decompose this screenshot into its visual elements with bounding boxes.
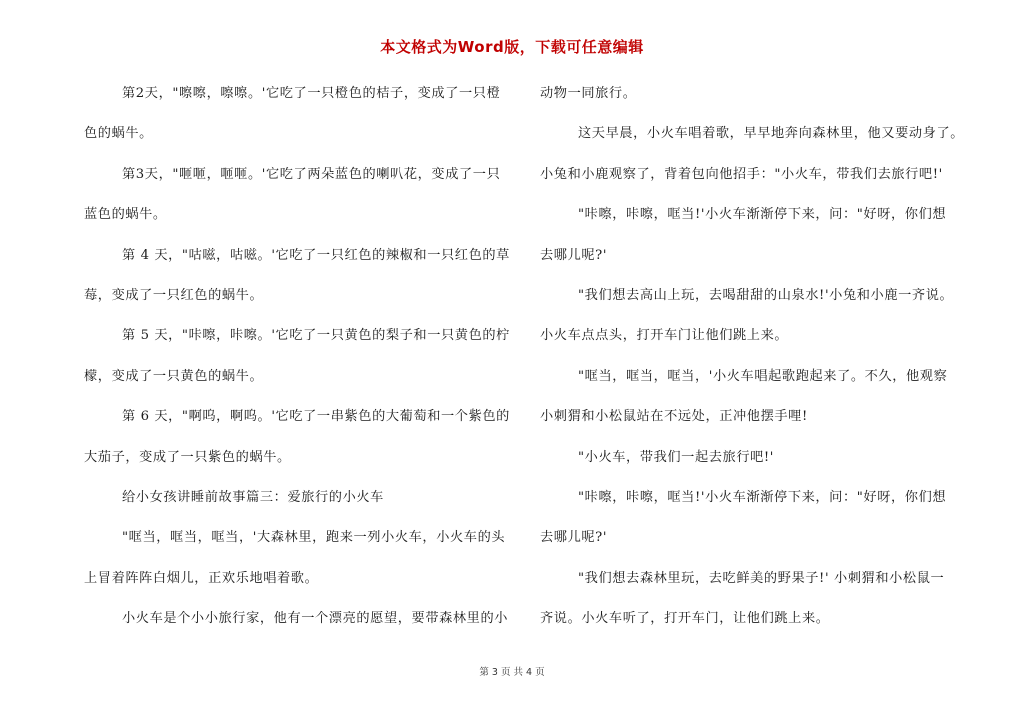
text-line: 莓，变成了一只红色的蜗牛。	[84, 287, 264, 303]
right-text-column	[540, 84, 965, 649]
text-line: 第 6 天，"啊呜，啊呜。'它吃了一串紫色的大葡萄和一个紫色的	[122, 409, 510, 425]
text-line: "我们想去高山上玩，去喝甜甜的山泉水!'小兔和小鹿一齐说。	[578, 287, 954, 303]
text-line: 给小女孩讲睡前故事篇三：爱旅行的小火车	[122, 489, 384, 505]
text-line: 色的蜗牛。	[84, 126, 153, 142]
text-line: "小火车，带我们一起去旅行吧!'	[578, 449, 775, 465]
text-line: 第3天，"咂咂，咂咂。'它吃了两朵蓝色的喇叭花，变成了一只	[122, 166, 501, 182]
text-line: "哐当，哐当，哐当，'小火车唱起歌跑起来了。不久，他观察	[578, 368, 948, 384]
text-line: 动物一同旅行。	[540, 86, 637, 101]
text-line: "咔嚓，咔嚓，哐当!'小火车渐渐停下来，问："好呀，你们想	[578, 489, 947, 505]
text-line: 第 4 天，"咕嗞，咕嗞。'它吃了一只红色的辣椒和一只红色的草	[122, 247, 510, 263]
text-line: 小火车是个小小旅行家，他有一个漂亮的愿望，要带森林里的小	[122, 611, 509, 627]
page-number: 第 3 页 共 4 页	[479, 667, 545, 678]
text-line: 小火车点点头，打开车门让他们跳上来。	[540, 328, 789, 344]
text-line: 檬，变成了一只黄色的蜗牛。	[84, 368, 264, 384]
text-line: 小兔和小鹿观察了，背着包向他招手："小火车，带我们去旅行吧!'	[540, 166, 943, 182]
text-line: 去哪儿呢?'	[540, 530, 608, 546]
document-banner: 本文格式为Word版，下载可任意编辑	[380, 38, 644, 56]
text-line: "哐当，哐当，哐当，'大森林里，跑来一列小火车，小火车的头	[122, 530, 506, 546]
text-line: 齐说。小火车听了，打开车门，让他们跳上来。	[540, 611, 830, 627]
text-line: "我们想去森林里玩，去吃鲜美的野果子!' 小刺猬和小松鼠一	[578, 570, 945, 586]
text-line: 上冒着阵阵白烟儿，正欢乐地唱着歌。	[84, 570, 319, 586]
text-line: 小刺猬和小松鼠站在不远处，正冲他摆手哩!	[540, 409, 808, 425]
text-line: 大茄子，变成了一只紫色的蜗牛。	[84, 449, 291, 465]
text-line: 第2天，"嚓嚓，嚓嚓。'它吃了一只橙色的桔子，变成了一只橙	[122, 86, 501, 101]
text-line: 这天早晨，小火车唱着歌，早早地奔向森林里，他又要动身了。	[578, 126, 965, 142]
text-line: 去哪儿呢?'	[540, 247, 608, 263]
left-text-column	[84, 84, 510, 649]
text-line: "咔嚓，咔嚓，哐当!'小火车渐渐停下来，问："好呀，你们想	[578, 207, 947, 223]
text-line: 第 5 天，"咔嚓，咔嚓。'它吃了一只黄色的梨子和一只黄色的柠	[122, 328, 510, 344]
text-line: 蓝色的蜗牛。	[84, 207, 167, 223]
